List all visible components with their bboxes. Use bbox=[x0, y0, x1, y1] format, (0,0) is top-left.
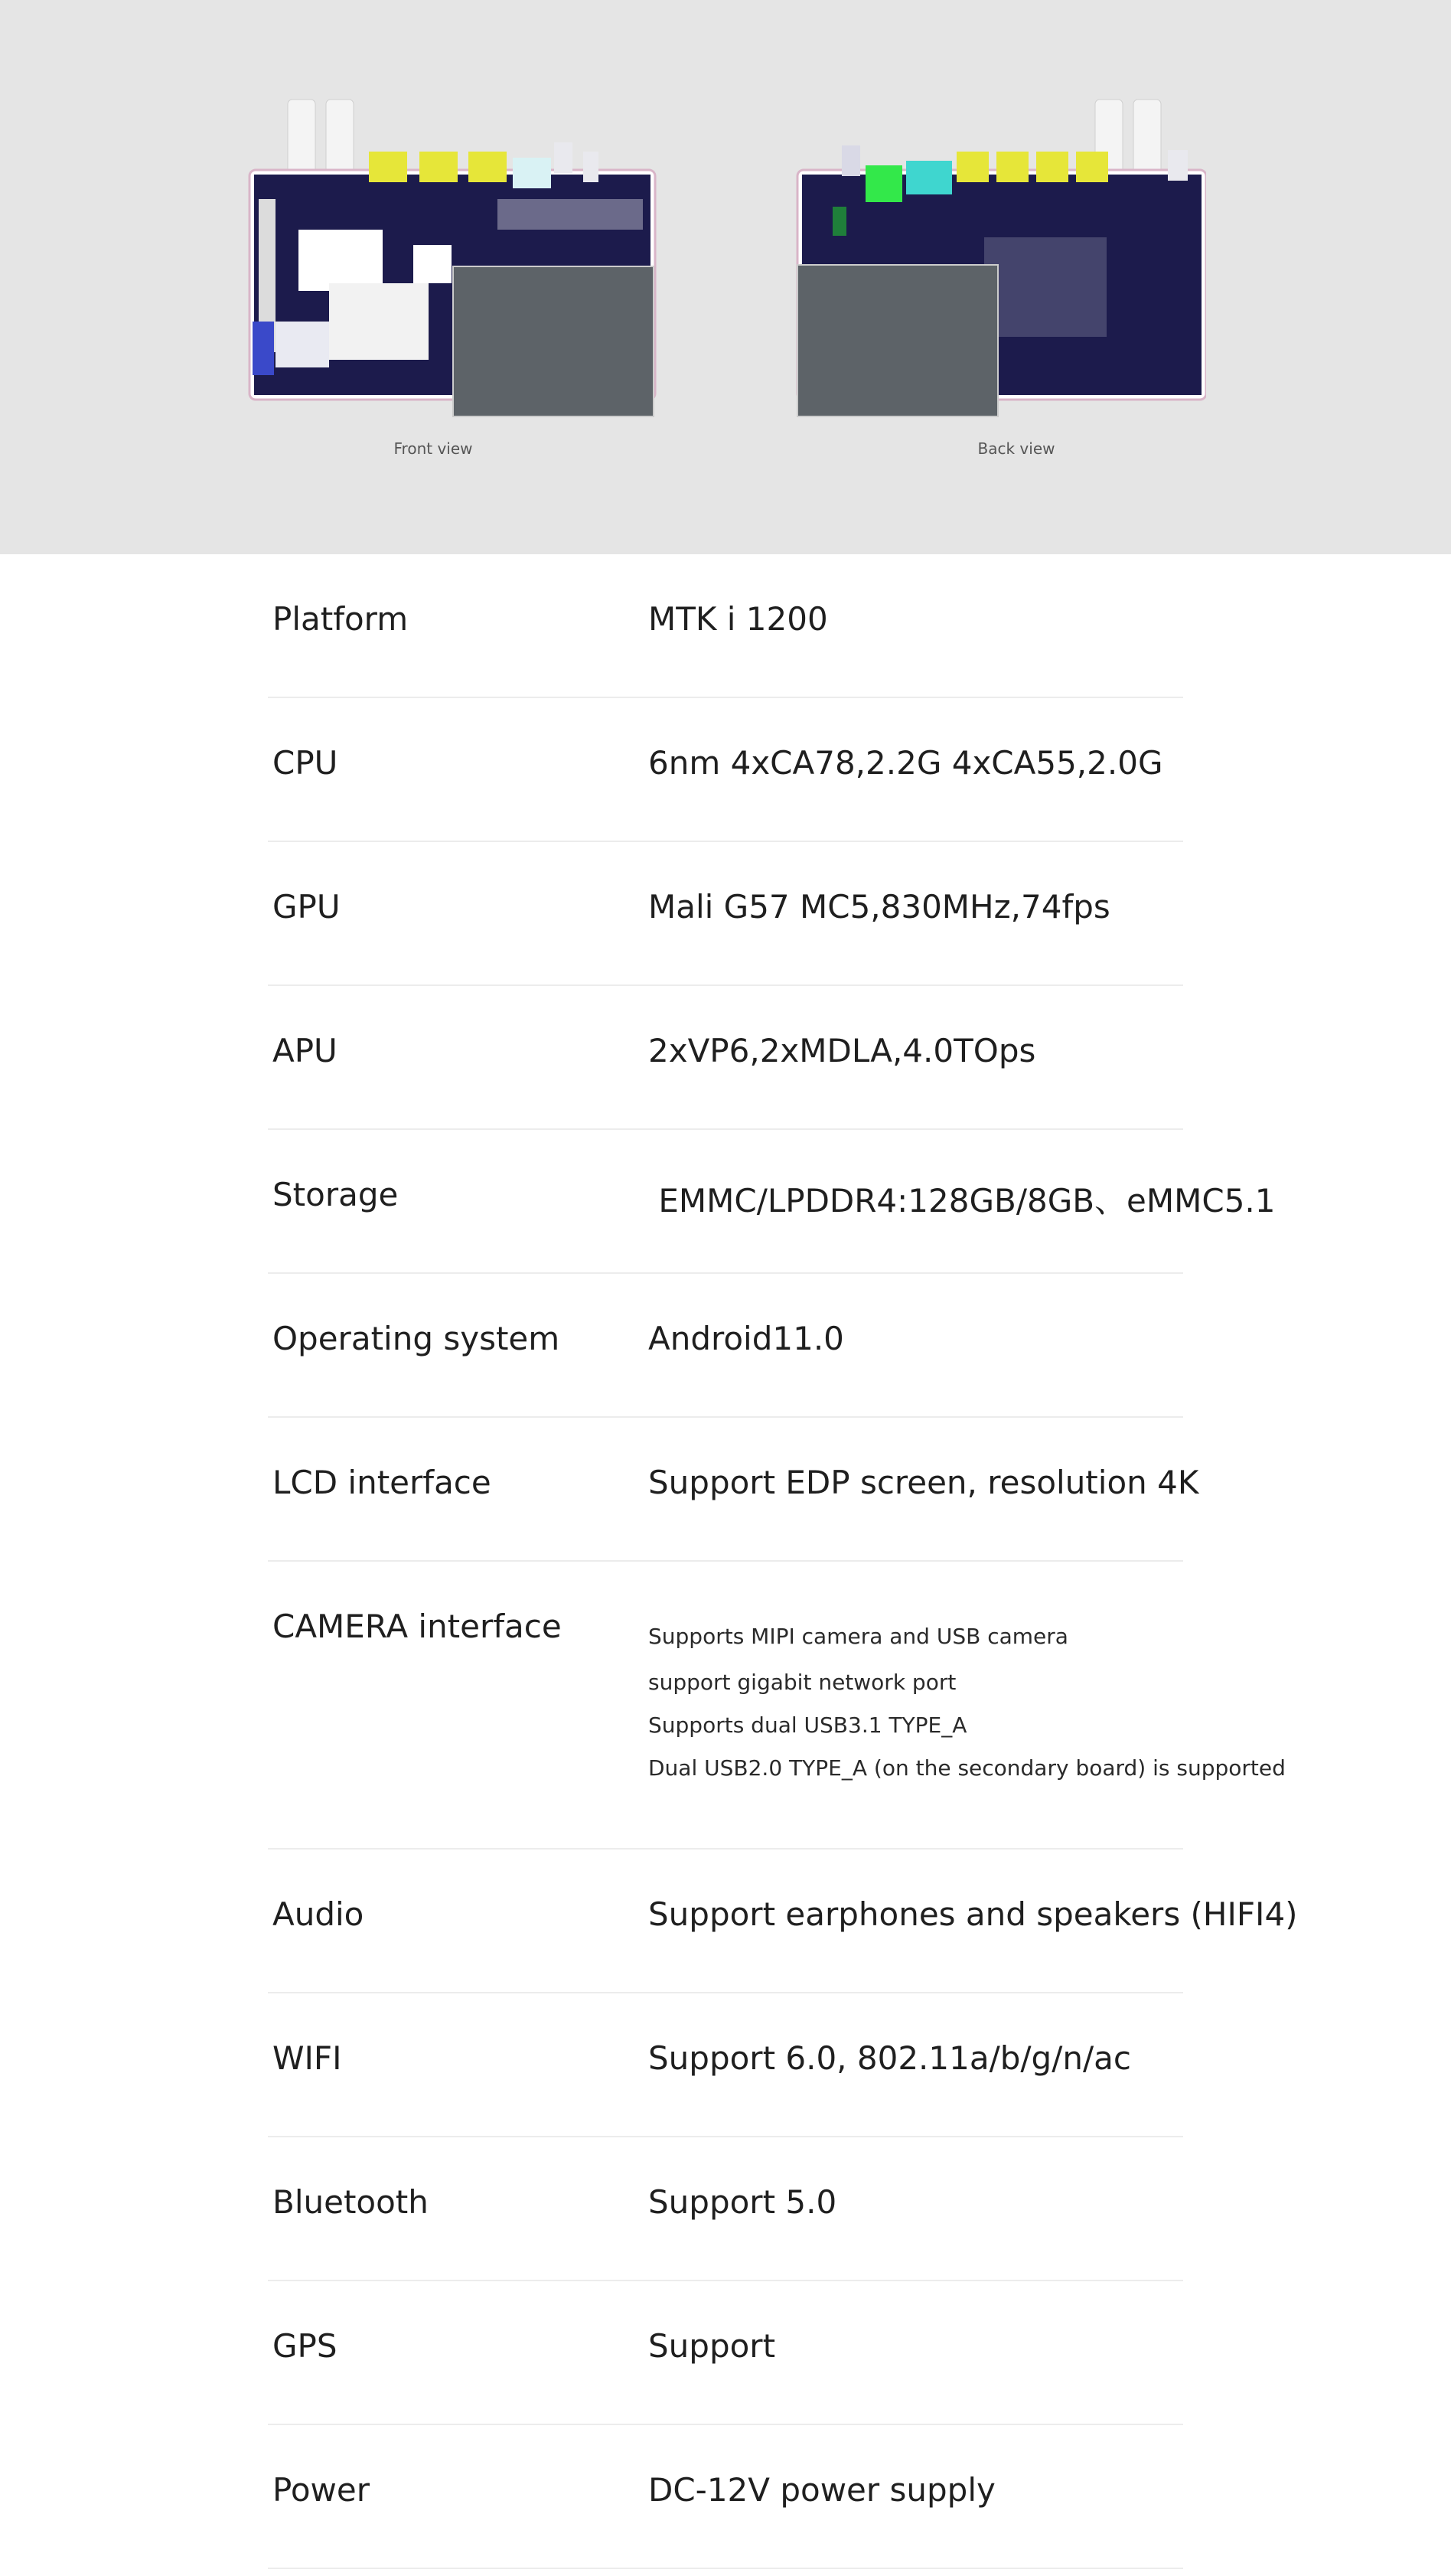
spec-label: GPU bbox=[272, 888, 341, 926]
spec-row-storage bbox=[268, 1130, 1276, 1274]
spec-value: Support 6.0, 802.11a/b/g/n/ac bbox=[648, 2039, 1131, 2077]
spec-value-item: Supports MIPI camera and USB camera bbox=[648, 1624, 1068, 1649]
spec-row-power bbox=[268, 2425, 1183, 2569]
spec-row-gps bbox=[268, 2281, 1183, 2425]
spec-label: LCD interface bbox=[272, 1464, 491, 1501]
spec-row-platform bbox=[268, 554, 1183, 698]
spec-label: Storage bbox=[272, 1176, 399, 1213]
spec-row-apu bbox=[268, 986, 1183, 1130]
spec-row-lcd-interface bbox=[268, 1418, 1199, 1562]
spec-value-item: support gigabit network port bbox=[648, 1670, 957, 1695]
specifications-table bbox=[268, 554, 1298, 2569]
spec-value: Android11.0 bbox=[648, 1320, 844, 1357]
back-view-board-image bbox=[793, 92, 1206, 421]
spec-label: Platform bbox=[272, 600, 409, 638]
spec-value: 2xVP6,2xMDLA,4.0TOps bbox=[648, 1032, 1036, 1069]
spec-label: Power bbox=[272, 2471, 370, 2509]
spec-row-camera-interface bbox=[268, 1562, 1286, 1850]
spec-value: Support bbox=[648, 2327, 776, 2365]
spec-value: EMMC/LPDDR4:128GB/8GB、eMMC5.1 bbox=[648, 1182, 1276, 1219]
spec-row-audio bbox=[268, 1850, 1298, 1993]
spec-value-list bbox=[648, 1623, 1286, 1797]
spec-value: MTK i 1200 bbox=[648, 600, 828, 638]
spec-value: Mali G57 MC5,830MHz,74fps bbox=[648, 888, 1110, 926]
spec-value: Support earphones and speakers (HIFI4) bbox=[648, 1895, 1298, 1933]
spec-row-wifi bbox=[268, 1993, 1183, 2137]
spec-value: Support EDP screen, resolution 4K bbox=[648, 1464, 1199, 1501]
spec-row-gpu bbox=[268, 842, 1183, 986]
spec-label: GPS bbox=[272, 2327, 337, 2365]
spec-row-operating-system bbox=[268, 1274, 1183, 1418]
product-image-section bbox=[0, 0, 1451, 554]
front-view-board-image bbox=[245, 92, 658, 421]
spec-label: CPU bbox=[272, 744, 338, 782]
front-view-caption: Front view bbox=[393, 439, 473, 458]
spec-label: Operating system bbox=[272, 1320, 560, 1357]
spec-row-cpu bbox=[268, 698, 1183, 842]
spec-value: DC-12V power supply bbox=[648, 2471, 996, 2509]
spec-value-item: Supports dual USB3.1 TYPE_A bbox=[648, 1712, 967, 1738]
spec-value: 6nm 4xCA78,2.2G 4xCA55,2.0G bbox=[648, 744, 1163, 782]
spec-row-bluetooth bbox=[268, 2137, 1183, 2281]
spec-label: APU bbox=[272, 1032, 337, 1069]
spec-label: CAMERA interface bbox=[272, 1608, 562, 1645]
back-view-caption: Back view bbox=[977, 439, 1055, 458]
spec-value-item: Dual USB2.0 TYPE_A (on the secondary board) is supported bbox=[648, 1755, 1286, 1781]
spec-label: Audio bbox=[272, 1895, 364, 1933]
spec-label: Bluetooth bbox=[272, 2183, 429, 2221]
spec-value: Support 5.0 bbox=[648, 2183, 837, 2221]
spec-label: WIFI bbox=[272, 2039, 342, 2077]
